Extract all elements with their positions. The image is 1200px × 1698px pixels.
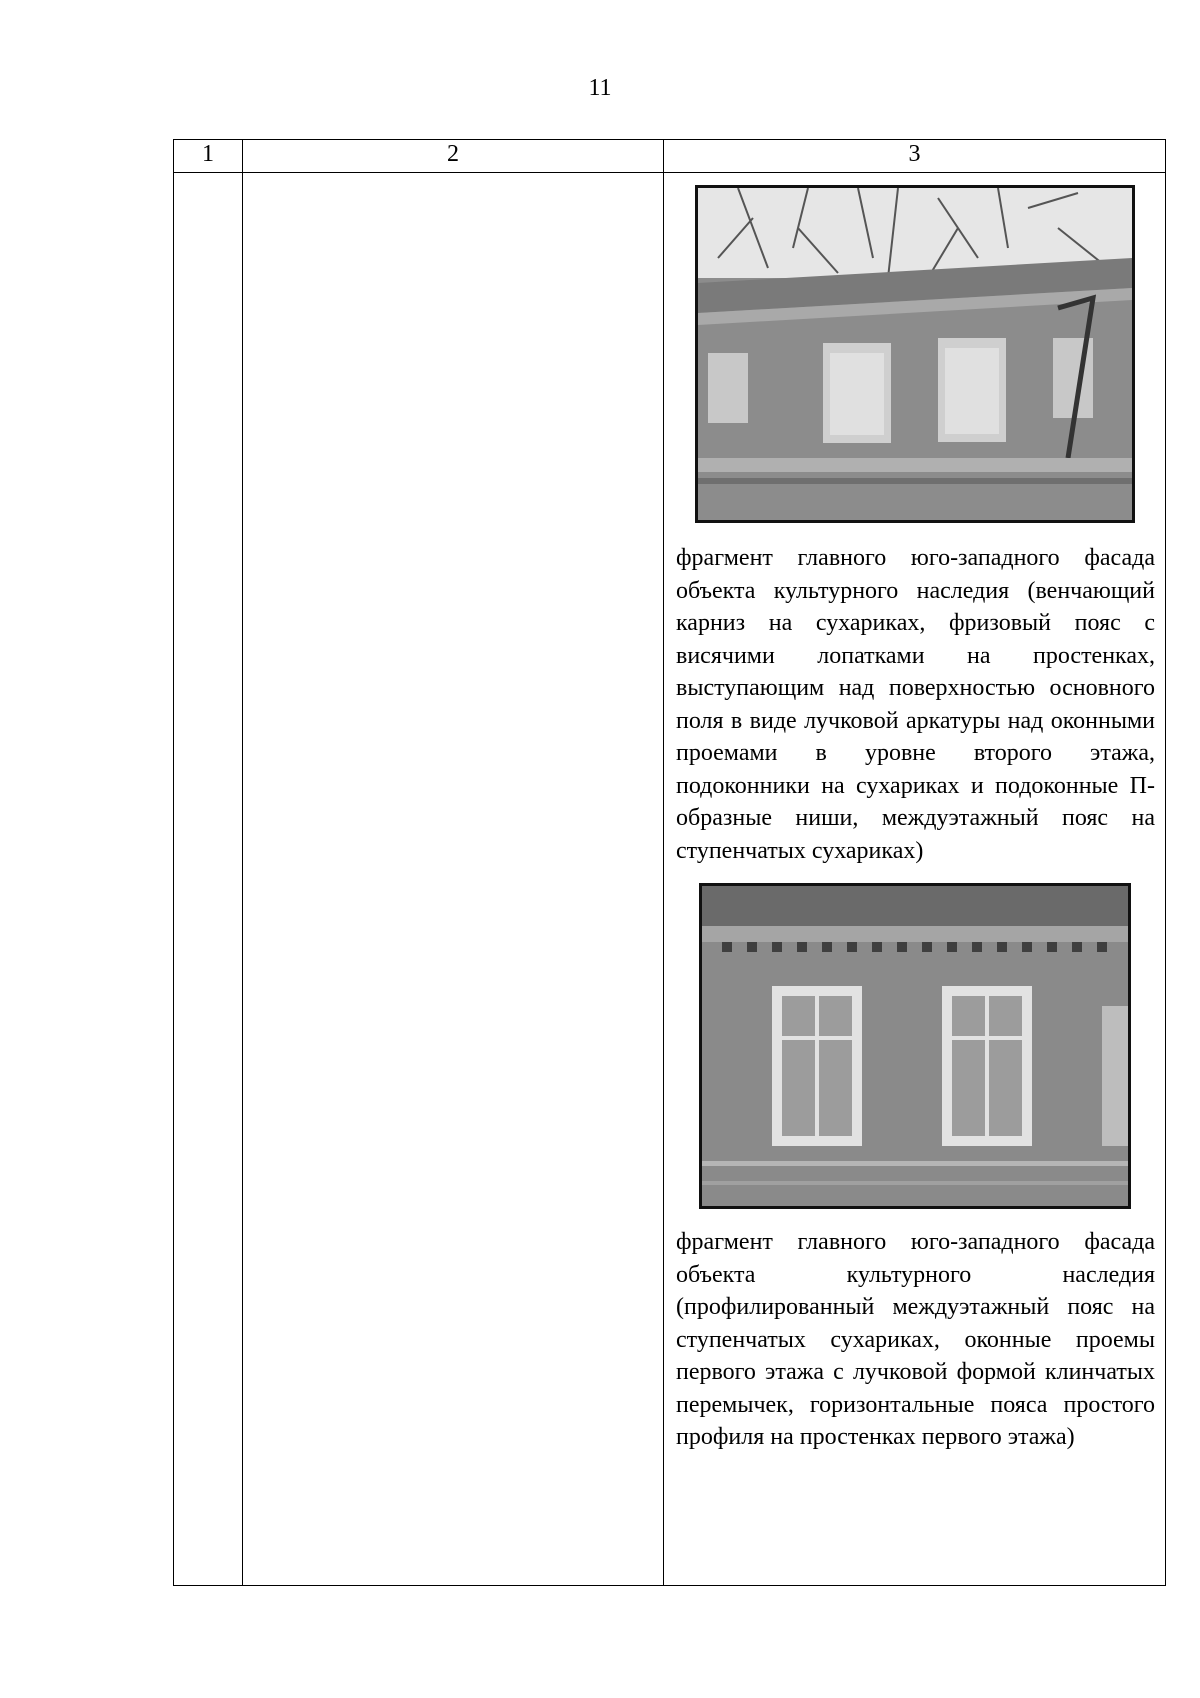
page-number: 11 [588,75,612,101]
header-col-1: 1 [174,140,243,173]
photo1-caption: фрагмент главного юго-западного фасада объекта культурного наследия (венчающий карниз на сухариках, фризовый пояс с висячими лопатками на простенках, выступающим над поверхностью основного поля в виде лучковой аркатуры над оконными проемами в уровне второго этажа, подоконники на сухариках и подоконные П-образные ниши, междуэтажный пояс на ступенчатых сухариках) [676,545,1155,864]
header-col-2: 2 [243,140,664,173]
table-header-row [174,140,1166,173]
facade-photo-upper [695,185,1135,523]
photo1-container [674,185,1155,528]
facade-photo-lower-image [702,886,1128,1206]
cell-col-3 [664,173,1166,1586]
photo2-caption: фрагмент главного юго-западного фасада объекта культурного наследия (профилированный междуэтажный пояс на ступенчатых сухариках, оконные проемы первого этажа с лучковой формой клинчатых перемычек, горизонтальные пояса простого профиля на простенках первого этажа) [676,1229,1155,1450]
heritage-table [173,139,1166,1586]
facade-photo-upper-image [698,188,1132,520]
photo2-container [674,883,1155,1214]
cell-col-2 [243,173,664,1586]
facade-photo-lower [699,883,1131,1209]
cell-col-1 [174,173,243,1586]
table-row [174,173,1166,1586]
header-col-3: 3 [664,140,1166,173]
